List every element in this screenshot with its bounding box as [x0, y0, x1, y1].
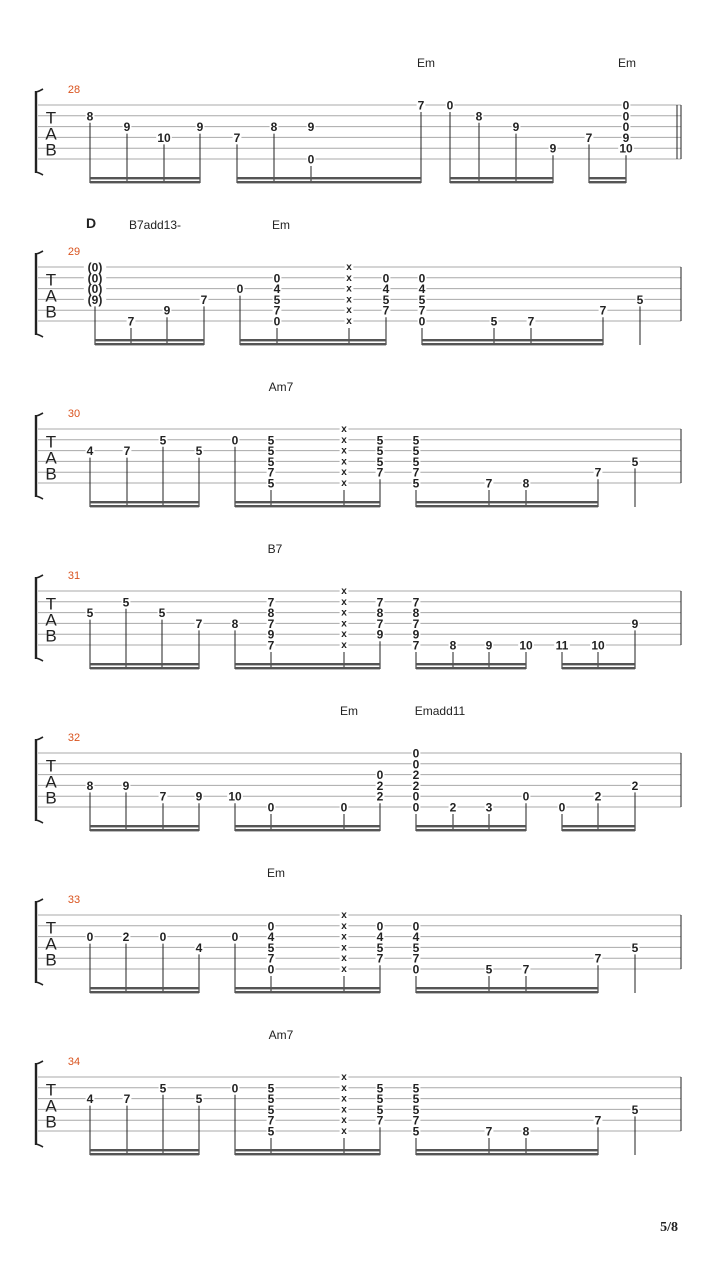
fret-number: 5 [376, 940, 384, 955]
fret-number: 8 [270, 120, 278, 135]
fret-number: x [341, 1072, 347, 1083]
fret-number: 11 [555, 638, 569, 653]
tab-clef-letter: B [45, 950, 57, 970]
fret-number: x [346, 283, 352, 295]
fret-number: 5 [631, 454, 639, 469]
fret-number: 5 [267, 476, 275, 491]
tab-clef-letter: B [45, 302, 57, 322]
fret-number: x [341, 942, 347, 954]
tab-clef-letter: B [45, 1112, 57, 1132]
beam-secondary [90, 1153, 199, 1155]
fret-number: 4 [273, 282, 281, 297]
tab-clef-letter: T [45, 918, 57, 938]
fret-number: 10 [228, 789, 242, 804]
tab-system-32 [36, 737, 681, 831]
fret-number: 0 [376, 919, 384, 934]
beam-primary [235, 501, 380, 503]
fret-number: 5 [412, 940, 420, 955]
beam-primary [90, 1149, 199, 1151]
fret-number: 5 [418, 292, 426, 307]
fret-number: 0 [273, 271, 281, 286]
fret-number: 7 [594, 465, 602, 480]
fret-number: 5 [267, 433, 275, 448]
tab-clef-letter: A [45, 1096, 57, 1116]
fret-number: x [341, 445, 347, 457]
fret-number: 0 [231, 1081, 239, 1096]
fret-number: 8 [522, 1124, 530, 1139]
beam-primary [416, 501, 598, 503]
tab-clef-letter: B [45, 140, 57, 160]
fret-number: 7 [376, 1113, 384, 1128]
fret-number: 0 [412, 919, 420, 934]
beam-primary [90, 663, 199, 665]
fret-number: 7 [412, 595, 420, 610]
fret-number: x [341, 1104, 347, 1116]
beam-primary [90, 501, 199, 503]
fret-number: 5 [267, 1081, 275, 1096]
fret-number: x [341, 607, 347, 619]
fret-number: 5 [412, 1102, 420, 1117]
tab-clef-letter: T [45, 108, 57, 128]
beam-primary [562, 825, 635, 827]
fret-number: 7 [267, 638, 275, 653]
fret-number: 0 [267, 919, 275, 934]
beam-secondary [235, 991, 380, 993]
fret-number: 0 [382, 271, 390, 286]
fret-number: x [341, 629, 347, 641]
fret-number: x [346, 294, 352, 306]
fret-number: 4 [86, 1092, 94, 1107]
fret-number: 10 [519, 638, 533, 653]
fret-number: 4 [267, 930, 275, 945]
beam-primary [422, 339, 603, 341]
fret-number: 0 [273, 314, 281, 329]
fret-number: 7 [376, 951, 384, 966]
fret-number: 8 [231, 616, 239, 631]
beam-secondary [90, 505, 199, 507]
fret-number: 5 [158, 606, 166, 621]
fret-number: 5 [376, 1092, 384, 1107]
fret-number: 7 [485, 1124, 493, 1139]
beam-primary [562, 663, 635, 665]
fret-number: 7 [233, 130, 241, 145]
tab-clef-letter: T [45, 270, 57, 290]
beam-primary [95, 339, 204, 341]
measure-number: 31 [67, 570, 81, 582]
fret-number: 7 [527, 314, 535, 329]
beam-primary [235, 987, 380, 989]
tab-clef-letter: T [45, 432, 57, 452]
fret-number: x [341, 618, 347, 630]
fret-number: x [341, 910, 347, 921]
beam-primary [589, 177, 626, 179]
fret-number: 7 [522, 962, 530, 977]
tab-system-30 [36, 413, 681, 507]
fret-number: 10 [157, 130, 171, 145]
fret-number: x [346, 262, 352, 273]
fret-number: 7 [123, 1092, 131, 1107]
fret-number: 0 [159, 930, 167, 945]
fret-number: 5 [267, 1124, 275, 1139]
fret-number: x [341, 1126, 347, 1137]
fret-number: 7 [123, 444, 131, 459]
fret-number: 9 [512, 120, 520, 135]
fret-number: x [341, 478, 347, 489]
fret-number: 2 [412, 768, 420, 783]
fret-number: 8 [376, 606, 384, 621]
tab-clef-letter: A [45, 448, 57, 468]
measure-number: 30 [67, 408, 81, 420]
fret-number: 9 [549, 141, 557, 156]
fret-number: 7 [594, 1113, 602, 1128]
fret-number: 7 [485, 476, 493, 491]
beam-secondary [422, 343, 603, 345]
beam-primary [237, 177, 421, 179]
chord-name: Em [340, 704, 358, 718]
beam-secondary [90, 181, 200, 183]
fret-number: 0 [412, 746, 420, 761]
tab-system-28 [36, 89, 681, 183]
fret-number: 7 [412, 638, 420, 653]
tab-system-29 [36, 251, 681, 345]
fret-number: 7 [418, 303, 426, 318]
beam-secondary [90, 829, 199, 831]
fret-number: 4 [418, 282, 426, 297]
fret-number: x [341, 434, 347, 446]
fret-number: x [341, 920, 347, 932]
fret-number: 8 [86, 109, 94, 124]
tab-clef-letter: T [45, 1080, 57, 1100]
fret-number: 5 [267, 1092, 275, 1107]
fret-number: 7 [376, 595, 384, 610]
fret-number: x [341, 953, 347, 965]
fret-number: 0 [446, 98, 454, 113]
fret-number: (0) [87, 282, 103, 297]
fret-number: 5 [412, 476, 420, 491]
fret-number: 0 [412, 962, 420, 977]
fret-number: 2 [449, 800, 457, 815]
fret-number: 4 [382, 282, 390, 297]
measure-number: 28 [67, 84, 81, 96]
fret-number: 7 [412, 465, 420, 480]
fret-number: 7 [376, 465, 384, 480]
beam-secondary [416, 991, 598, 993]
fret-number: 5 [412, 1124, 420, 1139]
tab-clef-letter: B [45, 464, 57, 484]
fret-number: 9 [122, 778, 130, 793]
fret-number: 2 [122, 930, 130, 945]
fret-number: 5 [86, 606, 94, 621]
fret-number: 8 [267, 606, 275, 621]
fret-number: (9) [87, 292, 103, 307]
measure-number: 32 [67, 732, 81, 744]
beam-primary [90, 825, 199, 827]
chord-name: Em [267, 866, 285, 880]
fret-number: 7 [159, 789, 167, 804]
fret-number: 0 [236, 282, 244, 297]
fret-number: 0 [267, 962, 275, 977]
fret-number: 0 [522, 789, 530, 804]
fret-number: 7 [273, 303, 281, 318]
fret-number: x [341, 640, 347, 651]
tab-clef-letter: A [45, 772, 57, 792]
fret-number: 8 [86, 778, 94, 793]
fret-number: 0 [622, 109, 630, 124]
beam-primary [235, 663, 380, 665]
fret-number: 0 [376, 768, 384, 783]
fret-number: 4 [86, 444, 94, 459]
fret-number: 7 [585, 130, 593, 145]
fret-number: 5 [412, 1081, 420, 1096]
beam-secondary [235, 667, 380, 669]
beam-primary [416, 663, 526, 665]
fret-number: 7 [412, 951, 420, 966]
fret-number: 5 [382, 292, 390, 307]
fret-number: 5 [412, 1092, 420, 1107]
fret-number: 4 [412, 930, 420, 945]
beam-secondary [416, 505, 598, 507]
fret-number: (0) [87, 271, 103, 286]
chord-name: Em [417, 56, 435, 70]
fret-number: 4 [195, 940, 203, 955]
beam-secondary [235, 1153, 380, 1155]
fret-number: 10 [619, 141, 633, 156]
fret-number: 7 [267, 1113, 275, 1128]
beam-primary [240, 339, 386, 341]
beam-secondary [235, 505, 380, 507]
chord-name: Am7 [268, 1028, 294, 1042]
fret-number: 0 [412, 789, 420, 804]
fret-number: x [341, 1093, 347, 1105]
fret-number: 9 [123, 120, 131, 135]
fret-number: 2 [376, 789, 384, 804]
fret-number: 7 [127, 314, 135, 329]
fret-number: 5 [159, 1081, 167, 1096]
chord-name: B7 [267, 542, 283, 556]
fret-number: 0 [622, 98, 630, 113]
fret-number: 5 [636, 292, 644, 307]
beam-primary [90, 987, 199, 989]
beam-secondary [562, 829, 635, 831]
beam-secondary [237, 181, 421, 183]
fret-number: 0 [86, 930, 94, 945]
chord-name: Emadd11 [414, 704, 466, 718]
fret-number: 9 [485, 638, 493, 653]
fret-number: 0 [622, 120, 630, 135]
fret-number: 9 [196, 120, 204, 135]
fret-number: 9 [631, 616, 639, 631]
fret-number: 2 [376, 778, 384, 793]
fret-number: 9 [412, 627, 420, 642]
fret-number: 0 [267, 800, 275, 815]
section-marker: D [85, 215, 97, 231]
fret-number: 0 [412, 757, 420, 772]
tab-clef-letter: B [45, 788, 57, 808]
fret-number: 5 [412, 454, 420, 469]
fret-number: 5 [485, 962, 493, 977]
beam-secondary [90, 667, 199, 669]
fret-number: 5 [273, 292, 281, 307]
beam-primary [235, 825, 380, 827]
fret-number: 7 [412, 616, 420, 631]
fret-number: 5 [490, 314, 498, 329]
tab-clef-letter: A [45, 610, 57, 630]
fret-number: 2 [631, 778, 639, 793]
beam-primary [90, 177, 200, 179]
fret-number: 5 [267, 454, 275, 469]
fret-number: 7 [599, 303, 607, 318]
fret-number: 8 [522, 476, 530, 491]
fret-number: 0 [231, 433, 239, 448]
fret-number: 5 [195, 1092, 203, 1107]
fret-number: 7 [376, 616, 384, 631]
fret-number: 9 [622, 130, 630, 145]
fret-number: x [341, 424, 347, 435]
beam-secondary [416, 829, 526, 831]
fret-number: 5 [122, 595, 130, 610]
measure-number: 34 [67, 1056, 81, 1068]
fret-number: x [341, 931, 347, 943]
beam-primary [450, 177, 553, 179]
measure-number: 29 [67, 246, 81, 258]
page-number: 5/8 [660, 1220, 678, 1235]
fret-number: 7 [412, 1113, 420, 1128]
fret-number: 7 [267, 595, 275, 610]
fret-number: x [346, 316, 352, 327]
fret-number: x [341, 467, 347, 479]
fret-number: 3 [485, 800, 493, 815]
fret-number: x [341, 1082, 347, 1094]
fret-number: 7 [594, 951, 602, 966]
tab-clef-letter: A [45, 286, 57, 306]
fret-number: 10 [591, 638, 605, 653]
beam-secondary [416, 667, 526, 669]
fret-number: 5 [631, 1102, 639, 1117]
fret-number: 0 [412, 800, 420, 815]
fret-number: 0 [558, 800, 566, 815]
fret-number: 5 [376, 1102, 384, 1117]
fret-number: 0 [418, 271, 426, 286]
measure-number: 33 [67, 894, 81, 906]
fret-number: 5 [159, 433, 167, 448]
fret-number: 7 [195, 616, 203, 631]
tab-clef-letter: A [45, 934, 57, 954]
beam-secondary [589, 181, 626, 183]
fret-number: 0 [418, 314, 426, 329]
fret-number: 5 [376, 444, 384, 459]
fret-number: (0) [87, 260, 103, 275]
fret-number: 9 [163, 303, 171, 318]
tab-clef-letter: T [45, 594, 57, 614]
fret-number: 5 [412, 433, 420, 448]
fret-number: 7 [417, 98, 425, 113]
beam-primary [235, 1149, 380, 1151]
fret-number: 0 [231, 930, 239, 945]
fret-number: 5 [267, 940, 275, 955]
beam-secondary [95, 343, 204, 345]
fret-number: 8 [449, 638, 457, 653]
chord-name: Em [272, 218, 290, 232]
fret-number: 5 [631, 940, 639, 955]
tab-clef-letter: A [45, 124, 57, 144]
fret-number: x [341, 1115, 347, 1127]
fret-number: x [346, 305, 352, 317]
beam-primary [416, 987, 598, 989]
fret-number: 5 [376, 454, 384, 469]
fret-number: 7 [382, 303, 390, 318]
fret-number: x [341, 596, 347, 608]
beam-secondary [235, 829, 380, 831]
fret-number: 9 [307, 120, 315, 135]
fret-number: 9 [195, 789, 203, 804]
fret-number: 4 [376, 930, 384, 945]
tab-clef-letter: B [45, 626, 57, 646]
beam-primary [416, 1149, 598, 1151]
fret-number: 7 [200, 292, 208, 307]
beam-secondary [90, 991, 199, 993]
beam-secondary [416, 1153, 598, 1155]
fret-number: 2 [412, 778, 420, 793]
fret-number: 5 [376, 1081, 384, 1096]
fret-number: x [341, 456, 347, 468]
fret-number: 5 [412, 444, 420, 459]
fret-number: x [341, 586, 347, 597]
fret-number: 2 [594, 789, 602, 804]
beam-secondary [450, 181, 553, 183]
fret-number: 8 [475, 109, 483, 124]
fret-number: x [341, 964, 347, 975]
fret-number: 7 [267, 951, 275, 966]
chord-name: Am7 [268, 380, 294, 394]
beam-secondary [562, 667, 635, 669]
fret-number: 8 [412, 606, 420, 621]
fret-number: 5 [267, 444, 275, 459]
beam-secondary [240, 343, 386, 345]
fret-number: 9 [267, 627, 275, 642]
fret-number: 5 [376, 433, 384, 448]
tab-clef-letter: T [45, 756, 57, 776]
fret-number: 9 [376, 627, 384, 642]
chord-name: B7add13- [128, 218, 182, 232]
fret-number: 5 [267, 1102, 275, 1117]
fret-number: 5 [195, 444, 203, 459]
tab-system-31 [36, 575, 681, 669]
fret-number: 0 [340, 800, 348, 815]
fret-number: 7 [267, 616, 275, 631]
tab-system-34 [36, 1061, 681, 1155]
fret-number: x [346, 272, 352, 284]
tab-system-33 [36, 899, 681, 993]
fret-number: 0 [307, 152, 315, 167]
fret-number: 7 [267, 465, 275, 480]
chord-name: Em [618, 56, 636, 70]
beam-primary [416, 825, 526, 827]
